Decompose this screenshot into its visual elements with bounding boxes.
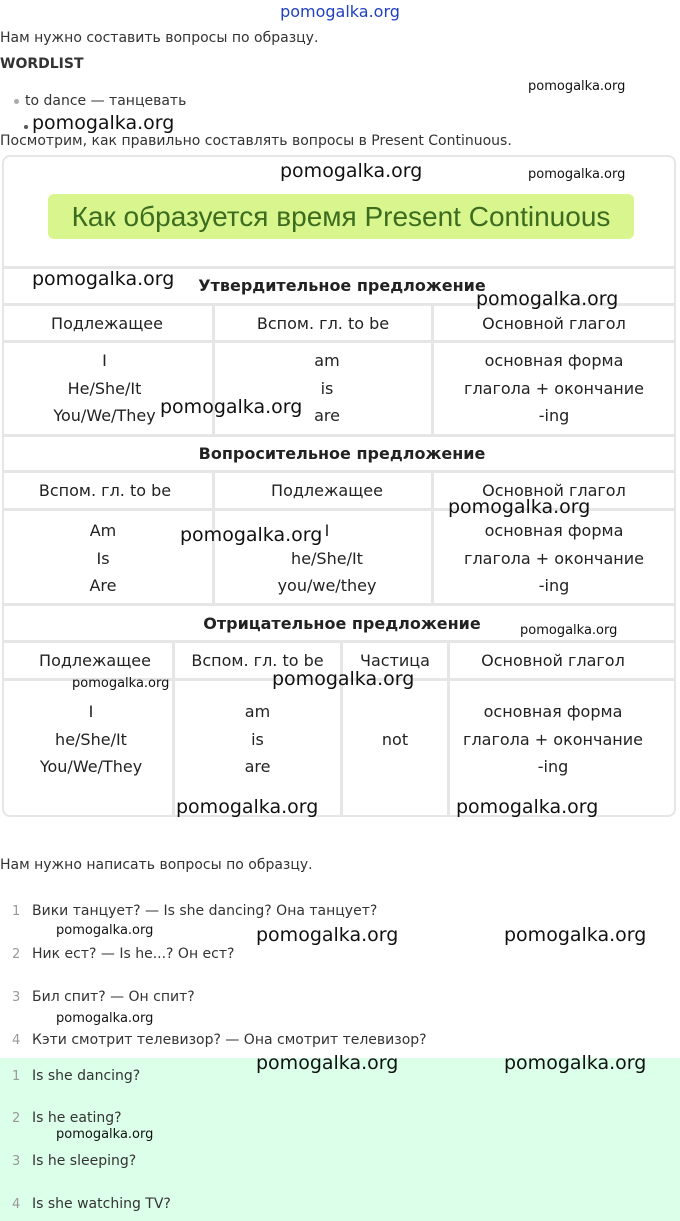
answer-number: 1 bbox=[12, 1069, 21, 1084]
header-verb: Основной глагол bbox=[482, 481, 626, 500]
watermark-top: pomogalka.org bbox=[280, 2, 400, 21]
verb-cell bbox=[434, 347, 674, 430]
question-number: 2 bbox=[12, 947, 21, 962]
section-title-affirmative: Утвердительное предложение bbox=[198, 276, 486, 295]
watermark: pomogalka.org bbox=[72, 676, 170, 691]
subject-i: I bbox=[324, 521, 330, 540]
verb-line: глагола + окончание bbox=[464, 548, 644, 568]
section-title-negative: Отрицательное предложение bbox=[203, 614, 481, 633]
header-verb: Основной глагол bbox=[481, 651, 625, 670]
verb-line: глагола + окончание bbox=[464, 378, 644, 398]
task-text: Нам нужно написать вопросы по образцу. bbox=[0, 857, 313, 873]
question-number: 1 bbox=[12, 904, 21, 919]
subjects-cell bbox=[2, 698, 180, 781]
lead-text: Посмотрим, как правильно составлять вопросы в Present Continuous. bbox=[0, 133, 512, 149]
aux-cell bbox=[2, 517, 204, 600]
header-verb: Основной глагол bbox=[482, 314, 626, 333]
watermark: pomogalka.org bbox=[520, 623, 618, 638]
question-text: Бил спит? — Он спит? bbox=[32, 989, 195, 1005]
verb-line: -ing bbox=[538, 406, 570, 425]
verb-cell bbox=[434, 517, 674, 600]
aux-is: Is bbox=[96, 548, 110, 568]
aux-cell bbox=[175, 698, 340, 781]
watermark: pomogalka.org bbox=[56, 1011, 154, 1026]
question-number: 4 bbox=[12, 1033, 21, 1048]
subject-you: You/We/They bbox=[53, 406, 156, 425]
table-banner: Как образуется время Present Continuous bbox=[48, 194, 634, 239]
aux-am: Am bbox=[89, 521, 117, 540]
watermark: pomogalka.org bbox=[32, 112, 175, 134]
header-subject: Подлежащее bbox=[51, 314, 163, 333]
verb-line: основная форма bbox=[483, 702, 623, 721]
watermark: pomogalka.org bbox=[160, 396, 303, 418]
watermark: pomogalka.org bbox=[256, 924, 399, 946]
verb-line: глагола + окончание bbox=[463, 729, 643, 749]
watermark: pomogalka.org bbox=[528, 167, 626, 182]
subject-i: I bbox=[88, 702, 94, 721]
aux-am: am bbox=[314, 351, 340, 370]
subject-you: you/we/they bbox=[277, 576, 377, 595]
watermark: pomogalka.org bbox=[180, 524, 323, 546]
subject-he: he/She/It bbox=[55, 729, 127, 749]
watermark: pomogalka.org bbox=[32, 268, 175, 290]
answer-number: 2 bbox=[12, 1111, 21, 1126]
wordlist-item bbox=[14, 93, 186, 109]
header-aux: Вспом. гл. to be bbox=[191, 651, 324, 670]
header-particle: Частица bbox=[360, 651, 430, 670]
watermark: pomogalka.org bbox=[528, 79, 626, 94]
answer-number: 3 bbox=[12, 1154, 21, 1169]
watermark: pomogalka.org bbox=[256, 1052, 399, 1074]
aux-are: Are bbox=[89, 576, 117, 595]
answer-text: Is he sleeping? bbox=[32, 1153, 137, 1169]
answer-number: 4 bbox=[12, 1197, 21, 1212]
aux-are: are bbox=[314, 406, 340, 425]
answer-text: Is she watching TV? bbox=[32, 1196, 171, 1212]
row-divider bbox=[2, 603, 676, 606]
verb-line: -ing bbox=[537, 757, 569, 776]
verb-line: основная форма bbox=[484, 351, 624, 370]
bullet-icon bbox=[14, 99, 19, 104]
watermark: pomogalka.org bbox=[56, 923, 154, 938]
verb-cell bbox=[450, 698, 656, 781]
row-divider bbox=[2, 340, 676, 343]
particle-not: not bbox=[381, 730, 409, 749]
watermark: pomogalka.org bbox=[176, 796, 319, 818]
bullet-icon bbox=[24, 125, 28, 129]
question-text: Вики танцует? — Is she dancing? Она танцует? bbox=[32, 903, 378, 919]
watermark: pomogalka.org bbox=[456, 796, 599, 818]
section-title-interrogative: Вопросительное предложение bbox=[198, 444, 486, 463]
watermark: pomogalka.org bbox=[504, 924, 647, 946]
subject-he: He/She/It bbox=[67, 378, 142, 398]
header-aux: Вспом. гл. to be bbox=[38, 481, 172, 500]
aux-am: am bbox=[244, 702, 271, 721]
subject-you: You/We/They bbox=[39, 757, 143, 776]
watermark: pomogalka.org bbox=[56, 1127, 154, 1142]
aux-is: is bbox=[320, 378, 334, 398]
watermark: pomogalka.org bbox=[280, 160, 423, 182]
intro-text: Нам нужно составить вопросы по образцу. bbox=[0, 30, 319, 46]
wordlist-title: WORDLIST bbox=[0, 56, 84, 72]
aux-is: is bbox=[251, 729, 264, 749]
particle-cell bbox=[343, 726, 447, 754]
subject-he: he/She/It bbox=[291, 548, 363, 568]
row-divider bbox=[2, 470, 676, 473]
verb-line: -ing bbox=[538, 576, 570, 595]
watermark: pomogalka.org bbox=[448, 496, 591, 518]
answer-text: Is she dancing? bbox=[32, 1068, 141, 1084]
wordlist-item-text: to dance — танцевать bbox=[25, 93, 187, 109]
answer-text: Is he eating? bbox=[32, 1110, 122, 1126]
verb-line: основная форма bbox=[484, 521, 624, 540]
question-text: Ник ест? — Is he...? Он ест? bbox=[32, 946, 235, 962]
watermark: pomogalka.org bbox=[272, 668, 415, 690]
watermark: pomogalka.org bbox=[504, 1052, 647, 1074]
watermark: pomogalka.org bbox=[476, 288, 619, 310]
question-text: Кэти смотрит телевизор? — Она смотрит телевизор? bbox=[32, 1032, 427, 1048]
header-subject: Подлежащее bbox=[39, 651, 151, 670]
header-subject: Подлежащее bbox=[271, 481, 383, 500]
question-number: 3 bbox=[12, 990, 21, 1005]
row-divider bbox=[2, 640, 676, 643]
aux-are: are bbox=[244, 757, 271, 776]
row-divider bbox=[2, 434, 676, 437]
header-aux: Вспом. гл. to be bbox=[256, 314, 390, 333]
subject-i: I bbox=[102, 351, 107, 370]
